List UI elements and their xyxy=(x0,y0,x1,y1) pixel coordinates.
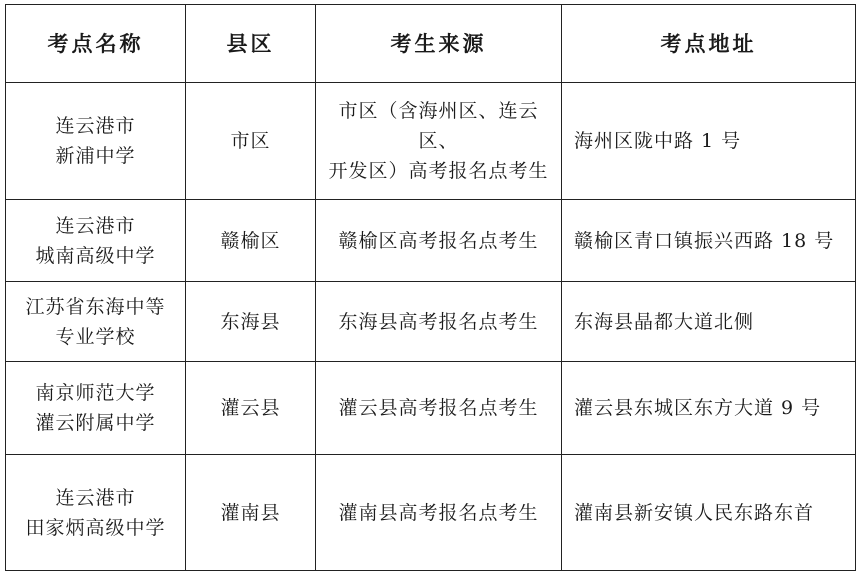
site-name-line: 专业学校 xyxy=(55,325,136,348)
site-name-line: 连云港市 xyxy=(55,486,136,509)
district-cell: 市区 xyxy=(186,83,316,200)
site-name-cell xyxy=(6,362,186,455)
candidate-source-cell xyxy=(316,282,562,362)
district-cell: 赣榆区 xyxy=(186,200,316,282)
site-name-cell xyxy=(6,83,186,200)
district-cell: 灌南县 xyxy=(186,455,316,571)
source-line: 灌南县高考报名点考生 xyxy=(338,501,539,524)
site-name-cell xyxy=(6,200,186,282)
site-name-line: 城南高级中学 xyxy=(35,244,156,267)
table-row xyxy=(6,200,856,282)
candidate-source-cell xyxy=(316,83,562,200)
site-name-line: 连云港市 xyxy=(55,214,136,237)
site-address-cell: 海州区陇中路 1 号 xyxy=(562,83,856,200)
table-row xyxy=(6,362,856,455)
site-name-line: 田家炳高级中学 xyxy=(25,516,166,539)
candidate-source-cell xyxy=(316,455,562,571)
site-address-cell: 东海县晶都大道北侧 xyxy=(562,282,856,362)
exam-site-table xyxy=(5,4,856,571)
source-line: 赣榆区高考报名点考生 xyxy=(338,229,539,252)
table-header-row xyxy=(6,5,856,83)
site-address-cell: 灌云县东城区东方大道 9 号 xyxy=(562,362,856,455)
table-row xyxy=(6,83,856,200)
district-cell: 灌云县 xyxy=(186,362,316,455)
header-site-name: 考点名称 xyxy=(6,5,186,83)
header-district: 县区 xyxy=(186,5,316,83)
site-name-line: 灌云附属中学 xyxy=(35,412,156,434)
table-row xyxy=(6,455,856,571)
site-name-line: 南京师范大学 xyxy=(35,382,156,404)
site-name-cell xyxy=(6,282,186,362)
source-line: 东海县高考报名点考生 xyxy=(338,310,539,333)
district-cell: 东海县 xyxy=(186,282,316,362)
site-name-cell xyxy=(6,455,186,571)
source-line: 开发区）高考报名点考生 xyxy=(328,160,549,182)
site-address-cell: 赣榆区青口镇振兴西路 18 号 xyxy=(562,200,856,282)
source-line: 灌云县高考报名点考生 xyxy=(338,397,539,419)
site-name-line: 连云港市 xyxy=(55,115,136,137)
site-address-cell: 灌南县新安镇人民东路东首 xyxy=(562,455,856,571)
site-name-line: 江苏省东海中等 xyxy=(25,295,166,318)
candidate-source-cell xyxy=(316,362,562,455)
site-name-line: 新浦中学 xyxy=(55,145,136,167)
header-site-address: 考点地址 xyxy=(562,5,856,83)
source-line: 市区（含海州区、连云区、 xyxy=(338,100,539,152)
table-row xyxy=(6,282,856,362)
header-candidate-source: 考生来源 xyxy=(316,5,562,83)
candidate-source-cell xyxy=(316,200,562,282)
